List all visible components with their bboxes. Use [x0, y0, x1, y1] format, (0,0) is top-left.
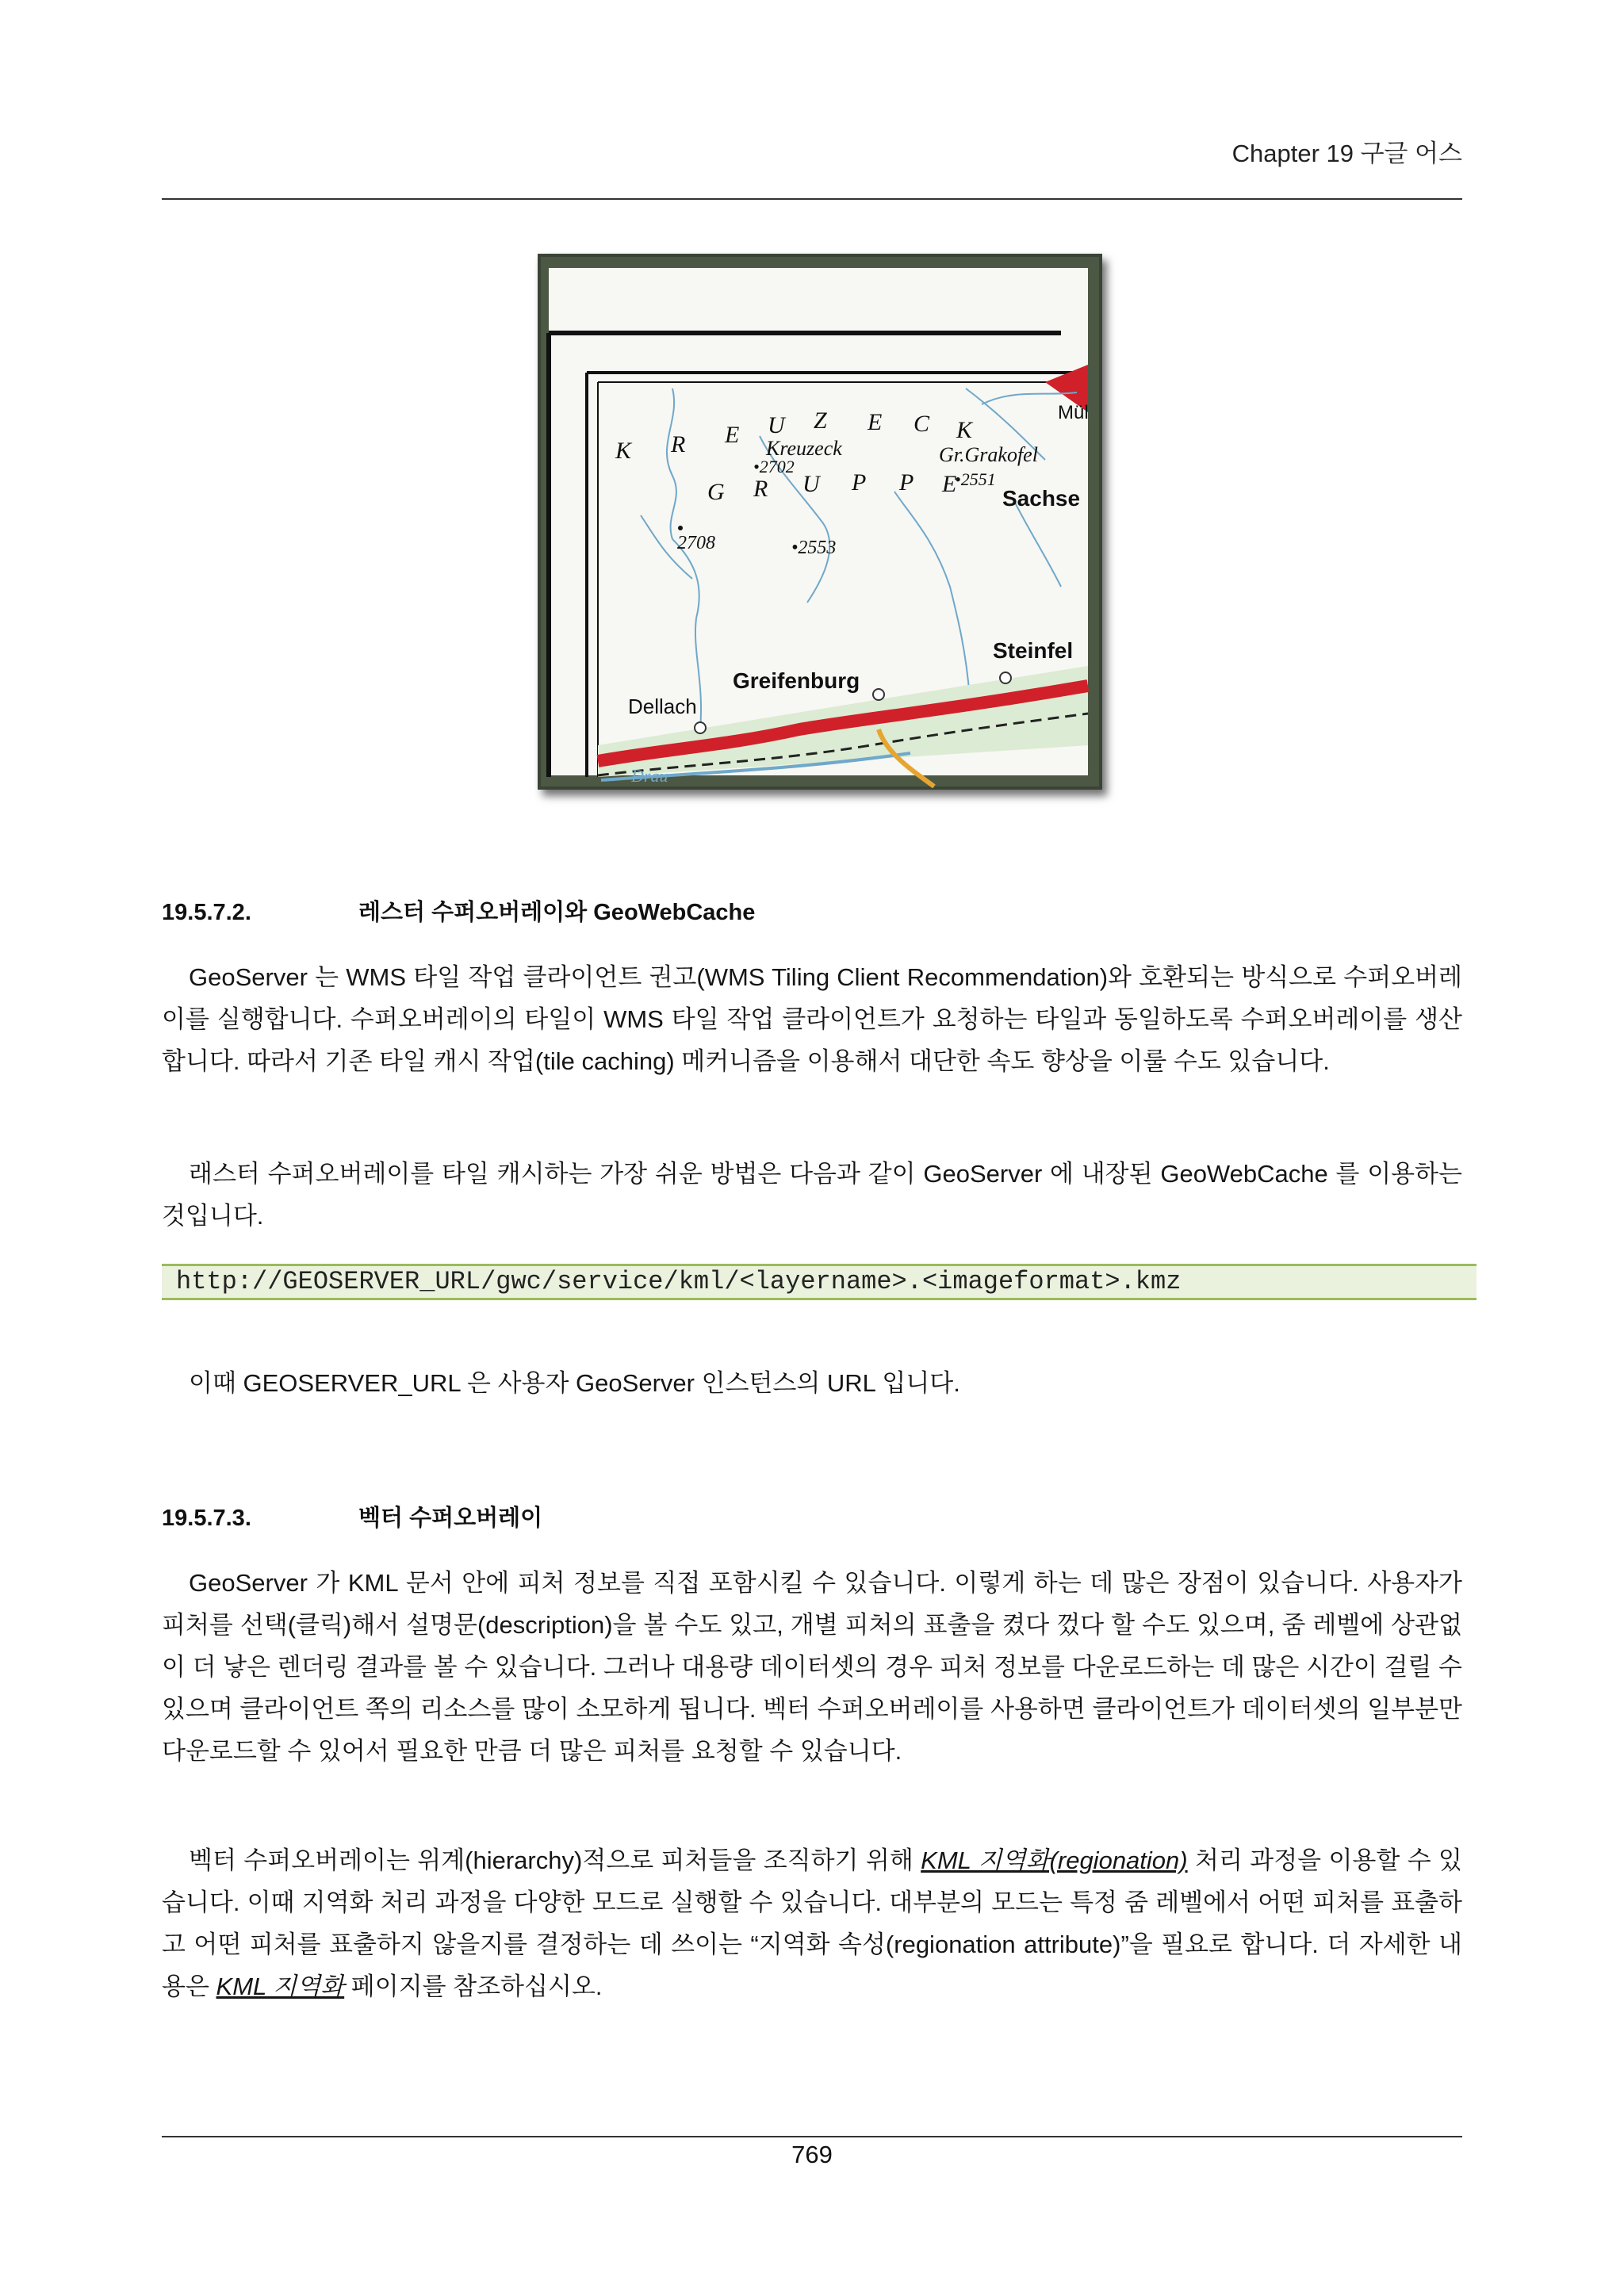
map-label-grakofel: Gr.Grakofel: [939, 443, 1038, 466]
map-figure: [538, 254, 1102, 790]
paragraph-raster-1: GeoServer 는 WMS 타일 작업 클라이언트 권고(WMS Tiling Client Recommendation)와 호환되는 방식으로 수퍼오버레이를 실행합니다. 수퍼오버레이의 타일이 WMS 타일 작업 클라이언트가 요청하는 타일과 동일하도록 수퍼오버레이를 생산합니다. 따라서 기존 타일 캐시 작업(tile caching) 메커니즘을 이용해서 대단한 속도 향상을 이룰 수도 있습니다.: [162, 963, 1462, 1075]
chapter-title: Chapter 19 구글 어스: [1231, 140, 1462, 167]
kml-regionation-page-link[interactable]: KML 지역화: [216, 1973, 345, 2000]
map-letter: P: [899, 469, 914, 496]
map-label-sachse: Sachse: [1002, 486, 1081, 511]
footer-rule: [162, 2136, 1462, 2137]
map-letter: R: [753, 476, 768, 502]
section-heading-raster: [162, 894, 755, 927]
kml-regionation-link[interactable]: KML 지역화(regionation): [921, 1846, 1188, 1874]
map-letter: G: [707, 479, 725, 505]
section-heading-vector: [162, 1500, 542, 1533]
map-label-2551: •2551: [955, 469, 996, 489]
paragraph-text: 페이지를 참조하십시오.: [344, 1973, 603, 2000]
map-letter: C: [914, 411, 930, 437]
map-letter: U: [802, 471, 820, 497]
map-label-2702: •2702: [753, 457, 795, 476]
map-letter: E: [868, 409, 883, 435]
map-letter: Z: [814, 408, 827, 434]
map-letter: P: [852, 469, 867, 496]
code-url-template: http://GEOSERVER_URL/gwc/service/kml/<layername>.<imageformat>.kmz: [162, 1264, 1477, 1300]
paragraph-text: 벡터 수퍼오버레이는 위계(hierarchy)적으로 피처들을 조직하기 위해: [189, 1846, 921, 1874]
map-label-steinfel: Steinfel: [993, 638, 1074, 663]
header-rule: [162, 198, 1462, 200]
map-letter: E: [942, 471, 957, 497]
map-letter: U: [768, 412, 785, 438]
section-number: 19.5.7.3.: [162, 1506, 251, 1531]
section-number: 19.5.7.2.: [162, 900, 251, 925]
paragraph-vector-1: GeoServer 가 KML 문서 안에 피처 정보를 직접 포함시킬 수 있습니다. 이렇게 하는 데 많은 장점이 있습니다. 사용자가 피처를 선택(클릭)해서 설명문(description)을 볼 수도 있고, 개별 피처의 표출을 켰다 껐다 할 수도 있으며, 줌 레벨에 상관없이 더 낳은 렌더링 결과를 볼 수 있습니다. 그러나 대용량 데이터셋의 경우 피처 정보를 다운로드하는 데 많은 시간이 걸릴 수 있으며 클라이언트 쪽의 리소스를 많이 소모하게 됩니다. 벡터 수퍼오버레이를 사용하면 클라이언트가 데이터셋의 일부분만 다운로드할 수 있어서 필요한 만큼 더 많은 피처를 요청할 수 있습니다.: [162, 1569, 1462, 1765]
map-label-greifenburg: Greifenburg: [733, 668, 860, 693]
map-label-mul: Mül: [1058, 402, 1089, 423]
paragraph-raster-2: 래스터 수퍼오버레이를 타일 캐시하는 가장 쉬운 방법은 다음과 같이 GeoServer 에 내장된 GeoWebCache 를 이용하는 것입니다.: [162, 1160, 1462, 1230]
section-title: 레스터 수퍼오버레이와 GeoWebCache: [358, 900, 756, 925]
map-label-2708: 2708: [677, 533, 715, 553]
map-label-dellach: Dellach: [628, 695, 697, 718]
paragraph-raster-3: 이때 GEOSERVER_URL 은 사용자 GeoServer 인스턴스의 URL 입니다.: [189, 1369, 960, 1397]
map-letter: E: [725, 422, 740, 448]
paragraph-vector-2: [162, 1839, 1462, 2007]
map-letter: K: [956, 417, 973, 443]
section-title: 벡터 수퍼오버레이: [358, 1506, 543, 1531]
map-label-2553: •2553: [791, 538, 837, 558]
paragraph-text: 처리 과정을 이용할 수 있습니다. 이때 지역화 처리 과정을 다양한 모드로 실행할 수 있습니다. 대부분의 모드는 특정 줌 레벨에서 어떤 피처를 표출하고 어떤 피처를 표출하지 않을지를 결정하는 데 쓰이는 “지역화 속성(regionation attribute)”을 필요로 합니다. 더 자세한 내용은: [162, 1846, 1462, 2000]
map-letter: R: [671, 431, 686, 457]
map-label-drau: Drau: [631, 766, 668, 786]
page-number: 769: [791, 2141, 833, 2168]
map-letter: K: [615, 438, 632, 464]
map-label-kreuzeck: Kreuzeck: [766, 437, 842, 460]
